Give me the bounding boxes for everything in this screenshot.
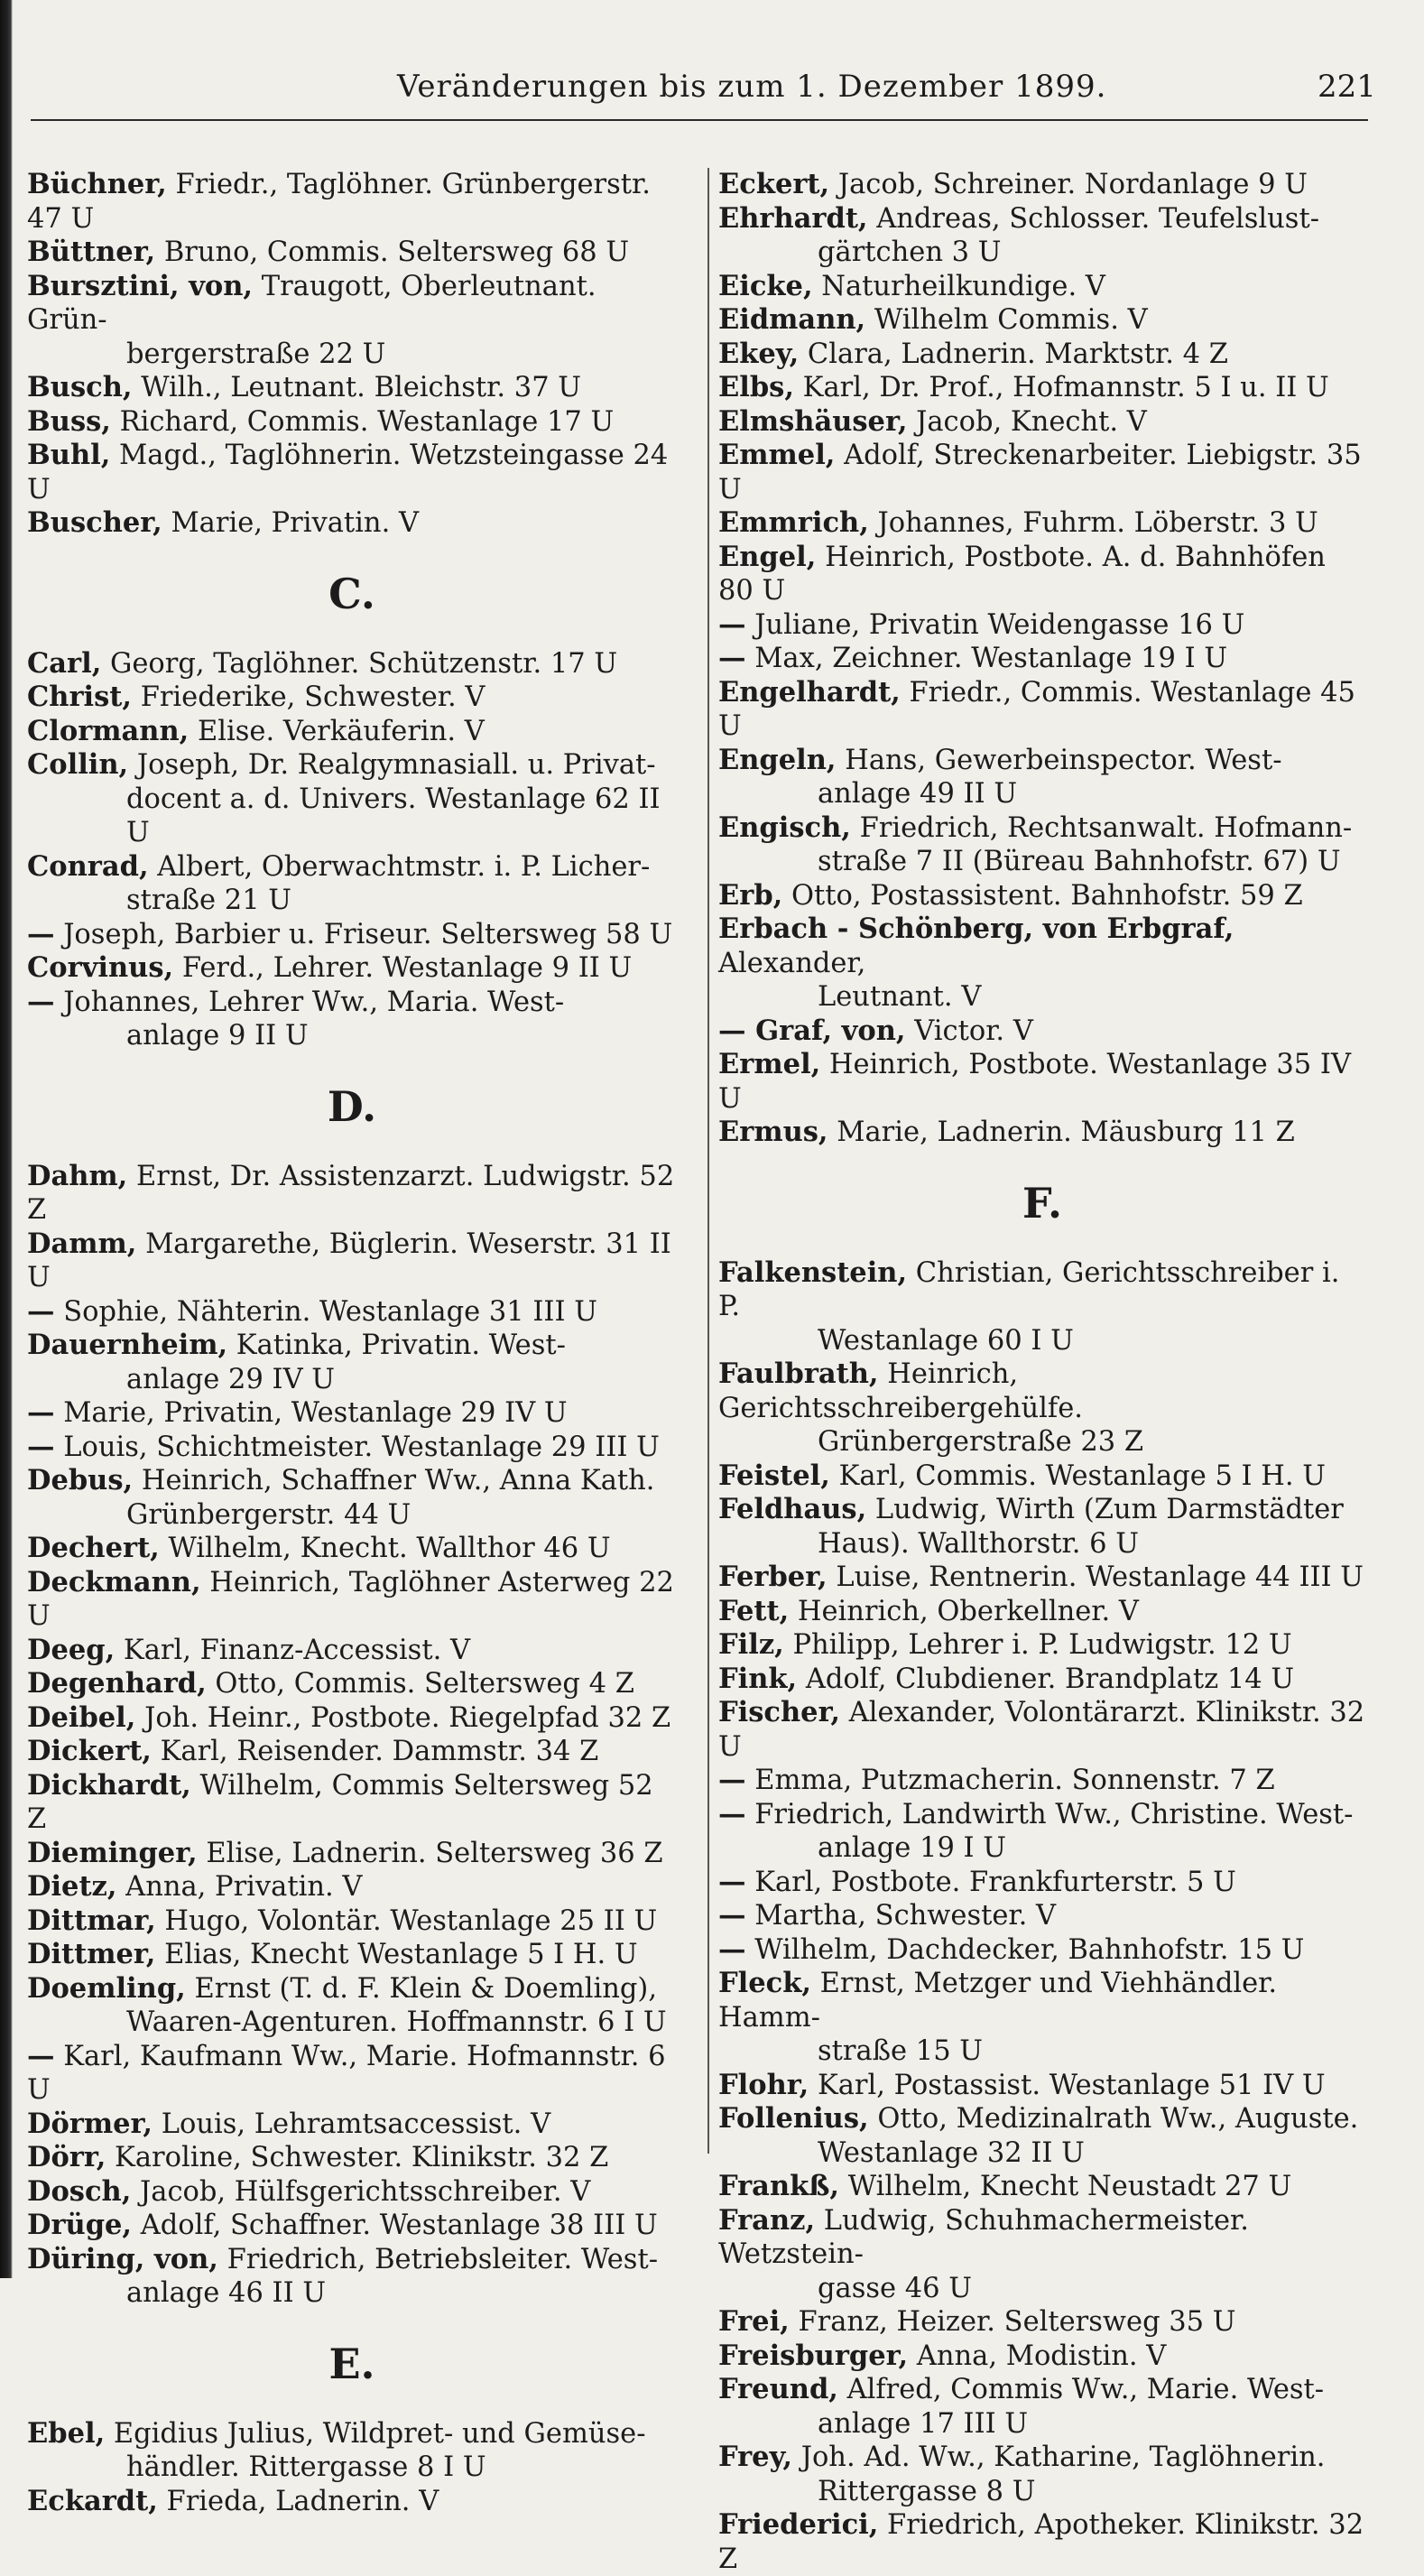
entry-surname: Fleck, (718, 1967, 811, 1999)
directory-entry (718, 1116, 1366, 1150)
entry-surname: Dietz, (27, 1870, 117, 1903)
directory-entry (718, 1595, 1366, 1629)
entry-surname: — Graf, von, (718, 1014, 906, 1047)
entry-surname: — (718, 1764, 746, 1796)
entry-details: Martha, Schwester. V (754, 1900, 1057, 1932)
entry-details: Marie, Privatin. V (171, 507, 419, 539)
entry-surname: — (718, 607, 746, 641)
directory-entry (27, 1735, 677, 1769)
entry-details-continued: straße 7 II (Büreau Bahnhofstr. 67) U (818, 846, 1341, 877)
directory-entry (718, 1967, 1366, 2069)
entry-details: Adolf, Streckenarbeiter. Liebigstr. 35 U (718, 440, 1362, 505)
entry-details: Friedrich, Rechtsanwalt. Hofmann- (859, 811, 1353, 844)
directory-entry (718, 338, 1366, 372)
entry-surname: Buhl, (27, 439, 111, 471)
entry-surname: Corvinus, (27, 951, 174, 984)
entry-surname: Doemling, (27, 1971, 186, 2005)
directory-entry (718, 1663, 1366, 1697)
directory-entry (718, 1459, 1366, 1494)
directory-entry (27, 371, 677, 405)
directory-entry (718, 2069, 1366, 2103)
section-letter: D. (327, 1081, 377, 1131)
entry-surname: Friederici, (718, 2508, 879, 2541)
entry-details: Luise, Rentnerin. Westanlage 44 III U (836, 1561, 1364, 1593)
directory-entry (718, 439, 1366, 506)
directory-entry (718, 811, 1366, 879)
entry-details: Elias, Knecht Westanlage 5 I H. U (164, 1939, 638, 1970)
directory-entry (718, 1696, 1366, 1764)
entry-surname: Deibel, (27, 1700, 136, 1734)
entry-details: Bruno, Commis. Seltersweg 68 U (163, 236, 630, 268)
entry-surname: Ekey, (718, 337, 800, 370)
entry-surname: — (27, 985, 55, 1018)
directory-entry (27, 1532, 677, 1566)
directory-entry (718, 913, 1366, 1015)
entry-details: Ernst, Dr. Assistenzarzt. Ludwigstr. 52 Z (27, 1160, 675, 1226)
entry-surname: — (27, 917, 55, 950)
entry-details: Magd., Taglöhnerin. Wetzsteingasse 24 U (27, 440, 669, 505)
entry-details: Karl, Postbote. Frankfurterstr. 5 U (754, 1866, 1236, 1898)
entry-surname: Dieminger, (27, 1836, 198, 1869)
entry-details: Karl, Reisender. Dammstr. 34 Z (160, 1736, 599, 1767)
entry-surname: Frey, (718, 2441, 793, 2473)
directory-entry (27, 506, 677, 541)
entry-details: Adolf, Clubdiener. Brandplatz 14 U (805, 1663, 1295, 1695)
entry-surname: — (27, 2039, 55, 2072)
entry-surname: Dörmer, (27, 2107, 153, 2140)
entry-surname: — (718, 1865, 746, 1898)
directory-entry (27, 2108, 677, 2142)
directory-entry (27, 1228, 677, 1295)
entry-details-continued: Westanlage 60 I U (818, 1324, 1074, 1357)
directory-entry (27, 2485, 677, 2519)
entry-details: Naturheilkundige. V (821, 270, 1105, 302)
entry-details: Heinrich, Postbote. A. d. Bahnhöfen 80 U (718, 541, 1326, 607)
directory-entry (27, 2175, 677, 2210)
entry-details-continued: Grünbergerstraße 23 Z (818, 1426, 1144, 1458)
entry-surname: Ferber, (718, 1561, 828, 1593)
directory-entry (27, 1295, 677, 1330)
entry-surname: Dosch, (27, 2174, 132, 2208)
entry-details: Jacob, Schreiner. Nordanlage 9 U (837, 169, 1308, 200)
entry-details-continued: anlage 19 I U (818, 1832, 1006, 1864)
entry-details: Otto, Postassistent. Bahnhofstr. 59 Z (791, 879, 1303, 912)
directory-entry (718, 506, 1366, 541)
directory-entry (27, 1431, 677, 1465)
directory-entry (27, 405, 677, 440)
entry-surname: Dörr, (27, 2141, 106, 2173)
entry-details: Adolf, Schaffner. Westanlage 38 III U (140, 2210, 658, 2241)
entry-surname: Freisburger, (718, 2339, 909, 2372)
entry-surname: — (718, 642, 746, 674)
entry-details: Heinrich, Postbote. Westanlage 35 IV U (718, 1049, 1351, 1115)
directory-entry (718, 1798, 1366, 1866)
entry-details: Friedrich, Betriebsleiter. West- (227, 2243, 659, 2275)
directory-entry (27, 1904, 677, 1939)
entry-surname: Fischer, (718, 1696, 841, 1728)
entry-surname: Deckmann, (27, 1565, 201, 1598)
entry-surname: Ermus, (718, 1116, 828, 1148)
entry-surname: — (718, 1932, 746, 1966)
entry-details: Wilhelm, Knecht Neustadt 27 U (847, 2171, 1292, 2202)
entry-details-continued: straße 15 U (818, 2035, 983, 2067)
entry-surname: Flohr, (718, 2068, 809, 2101)
directory-entry (718, 2441, 1366, 2508)
entry-details-continued: anlage 9 II U (126, 1020, 309, 1052)
entry-surname: Dickert, (27, 1735, 152, 1767)
entry-surname: Düring, von, (27, 2242, 218, 2275)
directory-entry (27, 2417, 677, 2485)
entry-details: Friedr., Commis. Westanlage 45 U (718, 676, 1355, 742)
directory-entry (718, 1493, 1366, 1561)
entry-details-continued: gasse 46 U (818, 2272, 972, 2304)
entry-details-continued: anlage 49 II U (818, 778, 1018, 810)
entry-details: Wilhelm, Knecht. Wallthor 46 U (168, 1533, 611, 1564)
directory-entry (27, 1701, 677, 1736)
entry-details: Alexander, (718, 947, 866, 979)
entry-details-continued: anlage 29 IV U (126, 1363, 336, 1395)
entry-details: Wilhelm, Commis Seltersweg 52 Z (27, 1769, 653, 1835)
entry-surname: — (27, 1430, 55, 1463)
directory-entry (718, 1015, 1366, 1049)
directory-entry (27, 647, 677, 681)
directory-entry (718, 1764, 1366, 1798)
entry-details: Elise. Verkäuferin. V (197, 715, 485, 747)
directory-entry (27, 748, 677, 850)
entry-details: Johannes, Lehrer Ww., Maria. West- (63, 986, 565, 1018)
directory-entry (718, 1899, 1366, 1933)
entry-details-continued: händler. Rittergasse 8 I U (126, 2451, 486, 2483)
entry-details-continued: Grünbergerstr. 44 U (126, 1498, 411, 1531)
directory-entry (718, 879, 1366, 913)
right-column (718, 168, 1366, 2576)
entry-details: Georg, Taglöhner. Schützenstr. 17 U (110, 647, 618, 680)
entry-details-continued: Haus). Wallthorstr. 6 U (818, 1527, 1139, 1560)
directory-entry (27, 918, 677, 952)
directory-entry (27, 1634, 677, 1668)
entry-surname: Eckardt, (27, 2484, 158, 2517)
entry-surname: Engelhardt, (718, 675, 901, 709)
entry-details: Hans, Gewerbeinspector. West- (845, 744, 1282, 776)
directory-entry (718, 1357, 1366, 1459)
entry-surname: Deeg, (27, 1633, 116, 1666)
entry-surname: Fink, (718, 1662, 798, 1695)
entry-surname: Erb, (718, 878, 783, 912)
directory-entry (718, 2170, 1366, 2204)
entry-details: Andreas, Schlosser. Teufelslust- (876, 202, 1320, 235)
directory-entry (718, 1628, 1366, 1663)
entry-details: Friederike, Schwester. V (140, 681, 485, 713)
entry-details: Franz, Heizer. Seltersweg 35 U (798, 2306, 1236, 2338)
header-rule (31, 119, 1368, 121)
entry-details: Alexander, Volontärarzt. Klinikstr. 32 U (718, 1697, 1365, 1763)
entry-details: Richard, Commis. Westanlage 17 U (119, 405, 615, 438)
directory-entry (27, 1160, 677, 1228)
directory-entry (718, 744, 1366, 811)
entry-details: Marie, Ladnerin. Mäusburg 11 Z (837, 1117, 1295, 1148)
entry-surname: Dittmer, (27, 1938, 156, 1970)
directory-entry (718, 2305, 1366, 2340)
directory-entry (718, 676, 1366, 744)
entry-surname: Conrad, (27, 849, 149, 883)
left-column (27, 168, 677, 2518)
entry-details: Otto, Medizinalrath Ww., Auguste. (877, 2103, 1359, 2135)
binding-edge (0, 0, 13, 2278)
entry-details: Joseph, Dr. Realgymnasiall. u. Privat- (136, 749, 656, 781)
entry-surname: Engeln, (718, 743, 837, 776)
entry-surname: Eidmann, (718, 303, 866, 336)
entry-details: Victor. V (914, 1015, 1033, 1047)
entry-details: Karl, Dr. Prof., Hofmannstr. 5 I u. II U (802, 372, 1329, 403)
entry-surname: Eckert, (718, 168, 830, 200)
directory-entry (27, 1667, 677, 1701)
directory-entry (27, 1938, 677, 1972)
entry-details: Wilhelm, Dachdecker, Bahnhofstr. 15 U (754, 1933, 1305, 1966)
entry-surname: Elmshäuser, (718, 404, 908, 438)
entry-details: Louis, Lehramtsaccessist. V (161, 2108, 551, 2140)
entry-surname: Carl, (27, 646, 102, 680)
entry-details: Jacob, Knecht. V (916, 405, 1147, 438)
entry-details: Anna, Modistin. V (916, 2340, 1167, 2372)
entry-details: Ernst, Metzger und Viehhändler. Hamm- (718, 1968, 1278, 2034)
entry-surname: Engel, (718, 540, 817, 573)
directory-entry (718, 168, 1366, 202)
entry-details: Philipp, Lehrer i. P. Ludwigstr. 12 U (792, 1629, 1292, 1661)
directory-entry (718, 1048, 1366, 1116)
directory-entry (27, 1837, 677, 1871)
section-letter: C. (328, 569, 375, 618)
directory-entry (718, 270, 1366, 304)
entry-surname: Debus, (27, 1464, 134, 1496)
entry-surname: Ermel, (718, 1048, 821, 1080)
entry-details: Friedrich, Apotheker. Klinikstr. 32 Z (718, 2509, 1364, 2575)
directory-entry (718, 2204, 1366, 2306)
entry-details: Ludwig, Wirth (Zum Darmstädter (874, 1494, 1344, 1525)
entry-surname: Dechert, (27, 1532, 160, 1564)
entry-surname: Dittmar, (27, 1904, 156, 1937)
directory-entry (27, 951, 677, 986)
entry-details: Heinrich, Oberkellner. V (797, 1595, 1139, 1627)
entry-surname: — (718, 1797, 746, 1830)
directory-entry (718, 2373, 1366, 2441)
entry-details: Joh. Heinr., Postbote. Riegelpfad 32 Z (144, 1701, 671, 1734)
directory-entry (718, 541, 1366, 608)
directory-entry (27, 1464, 677, 1532)
directory-entry (27, 236, 677, 270)
entry-surname: Dickhardt, (27, 1768, 191, 1802)
entry-surname: Faulbrath, (718, 1357, 879, 1390)
entry-details: Katinka, Privatin. West- (236, 1330, 566, 1361)
directory-entry (27, 715, 677, 749)
directory-entry (27, 439, 677, 506)
directory-entry (27, 1769, 677, 1837)
directory-entry (718, 642, 1366, 676)
entry-details: Karl, Commis. Westanlage 5 I H. U (838, 1459, 1326, 1492)
entry-details: Ludwig, Schuhmachermeister. Wetzstein- (718, 2204, 1249, 2270)
directory-entry (718, 1866, 1366, 1900)
entry-surname: Buss, (27, 404, 111, 438)
entry-details-continued: anlage 17 III U (818, 2407, 1029, 2440)
entry-details-continued: bergerstraße 22 U (126, 338, 386, 370)
entry-details: Karl, Finanz-Accessist. V (123, 1634, 471, 1666)
directory-entry (27, 681, 677, 715)
entry-surname: Damm, (27, 1227, 137, 1260)
entry-surname: Fett, (718, 1594, 790, 1627)
entry-surname: — (718, 1899, 746, 1932)
entry-details: Anna, Privatin. V (125, 1871, 363, 1903)
entry-details-continued: Rittergasse 8 U (818, 2475, 1036, 2507)
entry-surname: Freund, (718, 2373, 838, 2405)
entry-details-continued: Waaren-Agenturen. Hoffmannstr. 6 I U (126, 2006, 667, 2038)
directory-entry (718, 405, 1366, 440)
entry-details: Johannes, Fuhrm. Löberstr. 3 U (877, 507, 1318, 539)
entry-details: Frieda, Ladnerin. V (166, 2485, 439, 2517)
directory-entry (718, 1933, 1366, 1968)
entry-surname: Elbs, (718, 371, 794, 403)
entry-details: Joh. Ad. Ww., Katharine, Taglöhnerin. (800, 2442, 1326, 2473)
directory-entry (27, 1870, 677, 1904)
entry-details: Wilh., Leutnant. Bleichstr. 37 U (141, 372, 582, 403)
entry-details: Wilhelm Commis. V (874, 304, 1148, 336)
entry-surname: Dauernheim, (27, 1329, 228, 1361)
entry-details: Heinrich, Taglöhner Asterweg 22 U (27, 1566, 674, 1632)
directory-entry (27, 1396, 677, 1431)
entry-surname: Feldhaus, (718, 1493, 867, 1525)
entry-details: Christian, Gerichtsschreiber i. P. (718, 1256, 1340, 1322)
entry-surname: Degenhard, (27, 1667, 207, 1700)
column-divider (707, 168, 709, 2154)
entry-details: Traugott, Oberleutnant. Grün- (27, 270, 596, 336)
entry-surname: Engisch, (718, 811, 851, 844)
entry-surname: — (27, 1396, 55, 1429)
entry-details: Friedr., Taglöhner. Grünbergerstr. 47 U (27, 169, 651, 235)
section-letter: F. (1022, 1178, 1063, 1228)
entry-surname: Buscher, (27, 506, 162, 539)
entry-details: Ferd., Lehrer. Westanlage 9 II U (181, 952, 633, 984)
entry-details: Elise, Ladnerin. Seltersweg 36 Z (206, 1837, 663, 1869)
entry-details: Juliane, Privatin Weidengasse 16 U (754, 608, 1245, 641)
entry-surname: Clormann, (27, 714, 190, 747)
entry-surname: Emmel, (718, 439, 836, 471)
entry-surname: Falkenstein, (718, 1256, 908, 1289)
entry-details: Karoline, Schwester. Klinikstr. 32 Z (115, 2142, 609, 2173)
directory-entry (27, 2243, 677, 2311)
entry-details: Joseph, Barbier u. Friseur. Seltersweg 58 U (63, 918, 673, 950)
entry-surname: Franz, (718, 2203, 816, 2237)
entry-surname: Dahm, (27, 1159, 128, 1192)
entry-details: Margarethe, Büglerin. Weserstr. 31 II U (27, 1228, 671, 1293)
entry-details-continued: straße 21 U (126, 885, 291, 916)
entry-surname: Eicke, (718, 269, 813, 302)
entry-surname: Ebel, (27, 2416, 106, 2450)
directory-entry (27, 850, 677, 918)
entry-surname: Frankß, (718, 2170, 840, 2202)
directory-entry (27, 270, 677, 372)
directory-entry (718, 2508, 1366, 2576)
entry-details: Louis, Schichtmeister. Westanlage 29 III U (63, 1431, 660, 1463)
directory-entry (27, 986, 677, 1053)
running-head: Veränderungen bis zum 1. Dezember 1899. (397, 69, 1107, 105)
entry-details-continued: docent a. d. Univers. Westanlage 62 II U (126, 783, 661, 848)
directory-entry (27, 1329, 677, 1396)
directory-entry (718, 303, 1366, 338)
directory-entry (27, 168, 677, 236)
directory-entry (718, 2340, 1366, 2374)
entry-surname: Collin, (27, 748, 129, 781)
entry-surname: Ehrhardt, (718, 201, 868, 235)
page-header (0, 63, 1424, 112)
entry-details: Marie, Privatin, Westanlage 29 IV U (63, 1397, 568, 1429)
entry-surname: Emmrich, (718, 506, 869, 539)
entry-details-continued: gärtchen 3 U (818, 236, 1002, 268)
entry-details-continued: anlage 46 II U (126, 2277, 327, 2309)
entry-surname: Büttner, (27, 236, 156, 268)
entry-details: Karl, Kaufmann Ww., Marie. Hofmannstr. 6 U (27, 2040, 666, 2106)
entry-details: Clara, Ladnerin. Marktstr. 4 Z (807, 338, 1228, 370)
entry-surname: Follenius, (718, 2102, 869, 2135)
directory-entry (27, 1972, 677, 2040)
entry-surname: Christ, (27, 681, 132, 713)
directory-entry (27, 2141, 677, 2175)
entry-details: Karl, Postassist. Westanlage 51 IV U (817, 2069, 1326, 2101)
entry-surname: Frei, (718, 2305, 790, 2338)
entry-surname: — (27, 1294, 55, 1328)
entry-details: Friedrich, Landwirth Ww., Christine. West- (754, 1798, 1354, 1830)
entry-details: Hugo, Volontär. Westanlage 25 II U (164, 1904, 658, 1937)
page-number: 221 (1318, 69, 1376, 105)
directory-entry (718, 608, 1366, 643)
directory-entry (718, 2102, 1366, 2170)
entry-details: Egidius Julius, Wildpret- und Gemüse- (113, 2417, 646, 2450)
directory-entry (718, 371, 1366, 405)
section-letter: E. (328, 2339, 375, 2388)
entry-details-continued: Leutnant. V (818, 981, 982, 1013)
directory-entry (27, 2040, 677, 2108)
directory-entry (27, 2209, 677, 2243)
directory-entry (718, 202, 1366, 270)
directory-entry (718, 1256, 1366, 1358)
entry-details-continued: Westanlage 32 II U (818, 2136, 1085, 2169)
entry-details: Albert, Oberwachtmstr. i. P. Licher- (157, 850, 651, 883)
entry-details: Ernst (T. d. F. Klein & Doemling), (194, 1972, 658, 2005)
directory-entry (27, 1566, 677, 1634)
entry-details: Otto, Commis. Seltersweg 4 Z (215, 1668, 634, 1700)
entry-details: Emma, Putzmacherin. Sonnenstr. 7 Z (754, 1765, 1275, 1796)
entry-details: Jacob, Hülfsgerichtsschreiber. V (140, 2175, 591, 2208)
entry-details: Heinrich, Schaffner Ww., Anna Kath. (141, 1465, 655, 1496)
entry-details: Max, Zeichner. Westanlage 19 I U (754, 643, 1228, 674)
entry-surname: Büchner, (27, 168, 167, 200)
entry-surname: Bursztini, von, (27, 269, 254, 302)
entry-surname: Filz, (718, 1628, 784, 1661)
entry-details: Heinrich, Gerichtsschreibergehülfe. (718, 1358, 1083, 1424)
entry-surname: Drüge, (27, 2209, 133, 2241)
entry-surname: Erbach - Schönberg, von Erbgraf, (718, 913, 1234, 945)
entry-surname: Feistel, (718, 1459, 830, 1492)
entry-details: Alfred, Commis Ww., Marie. West- (846, 2374, 1325, 2405)
entry-surname: Busch, (27, 371, 133, 403)
entry-details: Sophie, Nähterin. Westanlage 31 III U (63, 1295, 597, 1328)
directory-entry (718, 1561, 1366, 1595)
